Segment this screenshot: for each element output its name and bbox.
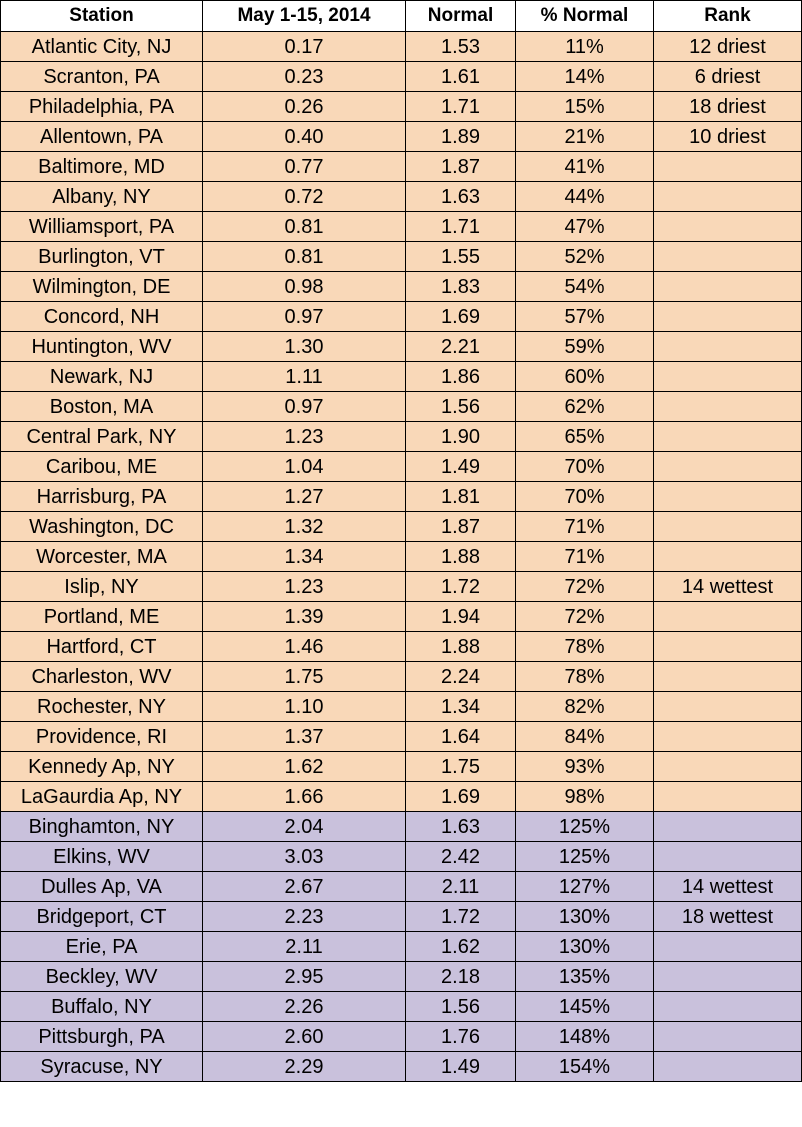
cell-station: Pittsburgh, PA <box>1 1022 203 1052</box>
cell-pct-normal: 72% <box>516 602 654 632</box>
table-row <box>1 722 802 752</box>
cell-rank <box>654 152 802 182</box>
cell-normal: 1.90 <box>406 422 516 452</box>
table-row <box>1 632 802 662</box>
cell-period-amount: 1.34 <box>203 542 406 572</box>
cell-rank <box>654 1022 802 1052</box>
cell-rank <box>654 542 802 572</box>
header-pct-normal: % Normal <box>516 1 654 32</box>
cell-pct-normal: 72% <box>516 572 654 602</box>
cell-rank <box>654 602 802 632</box>
cell-normal: 1.71 <box>406 212 516 242</box>
cell-period-amount: 2.11 <box>203 932 406 962</box>
table-row <box>1 182 802 212</box>
header-station: Station <box>1 1 203 32</box>
cell-period-amount: 0.17 <box>203 32 406 62</box>
cell-period-amount: 1.37 <box>203 722 406 752</box>
cell-station: Washington, DC <box>1 512 203 542</box>
cell-period-amount: 1.11 <box>203 362 406 392</box>
table-row <box>1 992 802 1022</box>
cell-period-amount: 1.66 <box>203 782 406 812</box>
cell-normal: 1.56 <box>406 392 516 422</box>
cell-pct-normal: 84% <box>516 722 654 752</box>
table-row <box>1 572 802 602</box>
table-row <box>1 932 802 962</box>
cell-rank <box>654 302 802 332</box>
cell-period-amount: 0.23 <box>203 62 406 92</box>
cell-period-amount: 1.23 <box>203 422 406 452</box>
cell-station: Burlington, VT <box>1 242 203 272</box>
cell-station: Kennedy Ap, NY <box>1 752 203 782</box>
table-row <box>1 332 802 362</box>
cell-normal: 1.53 <box>406 32 516 62</box>
cell-rank <box>654 212 802 242</box>
cell-period-amount: 2.23 <box>203 902 406 932</box>
cell-pct-normal: 21% <box>516 122 654 152</box>
table-row <box>1 302 802 332</box>
cell-period-amount: 2.04 <box>203 812 406 842</box>
cell-pct-normal: 62% <box>516 392 654 422</box>
cell-pct-normal: 78% <box>516 662 654 692</box>
table-row <box>1 752 802 782</box>
table-row <box>1 662 802 692</box>
cell-station: Dulles Ap, VA <box>1 872 203 902</box>
table-row <box>1 902 802 932</box>
cell-normal: 1.83 <box>406 272 516 302</box>
table-row <box>1 362 802 392</box>
cell-station: Boston, MA <box>1 392 203 422</box>
table-row <box>1 122 802 152</box>
cell-station: Central Park, NY <box>1 422 203 452</box>
cell-rank <box>654 362 802 392</box>
cell-pct-normal: 82% <box>516 692 654 722</box>
cell-rank <box>654 782 802 812</box>
cell-station: Elkins, WV <box>1 842 203 872</box>
cell-pct-normal: 11% <box>516 32 654 62</box>
cell-period-amount: 0.72 <box>203 182 406 212</box>
cell-normal: 1.76 <box>406 1022 516 1052</box>
table-row <box>1 452 802 482</box>
table-row <box>1 1022 802 1052</box>
cell-pct-normal: 65% <box>516 422 654 452</box>
cell-normal: 1.55 <box>406 242 516 272</box>
cell-station: Wilmington, DE <box>1 272 203 302</box>
cell-normal: 1.69 <box>406 782 516 812</box>
table-row <box>1 212 802 242</box>
cell-rank <box>654 932 802 962</box>
cell-rank <box>654 752 802 782</box>
cell-station: Harrisburg, PA <box>1 482 203 512</box>
cell-station: Concord, NH <box>1 302 203 332</box>
cell-period-amount: 0.97 <box>203 302 406 332</box>
cell-pct-normal: 52% <box>516 242 654 272</box>
cell-rank <box>654 692 802 722</box>
cell-pct-normal: 47% <box>516 212 654 242</box>
cell-pct-normal: 71% <box>516 512 654 542</box>
table-row <box>1 242 802 272</box>
cell-station: Atlantic City, NJ <box>1 32 203 62</box>
cell-period-amount: 2.60 <box>203 1022 406 1052</box>
cell-station: LaGaurdia Ap, NY <box>1 782 203 812</box>
cell-station: Worcester, MA <box>1 542 203 572</box>
cell-period-amount: 1.32 <box>203 512 406 542</box>
cell-pct-normal: 57% <box>516 302 654 332</box>
cell-normal: 1.88 <box>406 632 516 662</box>
cell-period-amount: 1.46 <box>203 632 406 662</box>
cell-period-amount: 1.39 <box>203 602 406 632</box>
cell-pct-normal: 154% <box>516 1052 654 1082</box>
cell-pct-normal: 130% <box>516 902 654 932</box>
cell-period-amount: 1.04 <box>203 452 406 482</box>
cell-normal: 1.49 <box>406 1052 516 1082</box>
cell-station: Newark, NJ <box>1 362 203 392</box>
cell-rank <box>654 182 802 212</box>
cell-normal: 1.56 <box>406 992 516 1022</box>
cell-normal: 1.63 <box>406 182 516 212</box>
cell-pct-normal: 60% <box>516 362 654 392</box>
cell-rank <box>654 482 802 512</box>
cell-rank: 14 wettest <box>654 572 802 602</box>
cell-pct-normal: 135% <box>516 962 654 992</box>
cell-normal: 1.87 <box>406 152 516 182</box>
cell-station: Islip, NY <box>1 572 203 602</box>
cell-pct-normal: 127% <box>516 872 654 902</box>
cell-period-amount: 1.27 <box>203 482 406 512</box>
cell-normal: 1.71 <box>406 92 516 122</box>
cell-period-amount: 2.26 <box>203 992 406 1022</box>
cell-normal: 1.72 <box>406 572 516 602</box>
table-row <box>1 602 802 632</box>
table-row <box>1 842 802 872</box>
cell-rank <box>654 332 802 362</box>
cell-rank <box>654 662 802 692</box>
cell-normal: 1.87 <box>406 512 516 542</box>
cell-rank: 6 driest <box>654 62 802 92</box>
cell-rank <box>654 842 802 872</box>
table-body <box>1 32 802 1082</box>
cell-station: Rochester, NY <box>1 692 203 722</box>
cell-pct-normal: 14% <box>516 62 654 92</box>
cell-pct-normal: 41% <box>516 152 654 182</box>
cell-period-amount: 1.23 <box>203 572 406 602</box>
table-row <box>1 152 802 182</box>
table-row <box>1 272 802 302</box>
cell-period-amount: 0.98 <box>203 272 406 302</box>
cell-rank: 12 driest <box>654 32 802 62</box>
cell-station: Hartford, CT <box>1 632 203 662</box>
cell-normal: 1.88 <box>406 542 516 572</box>
cell-rank <box>654 722 802 752</box>
cell-pct-normal: 98% <box>516 782 654 812</box>
cell-normal: 1.62 <box>406 932 516 962</box>
cell-period-amount: 2.95 <box>203 962 406 992</box>
cell-pct-normal: 145% <box>516 992 654 1022</box>
table-row <box>1 692 802 722</box>
table-row <box>1 392 802 422</box>
cell-period-amount: 1.10 <box>203 692 406 722</box>
cell-normal: 1.63 <box>406 812 516 842</box>
cell-rank <box>654 512 802 542</box>
cell-period-amount: 0.97 <box>203 392 406 422</box>
cell-station: Beckley, WV <box>1 962 203 992</box>
cell-pct-normal: 59% <box>516 332 654 362</box>
cell-station: Buffalo, NY <box>1 992 203 1022</box>
table-row <box>1 812 802 842</box>
cell-pct-normal: 44% <box>516 182 654 212</box>
cell-rank <box>654 392 802 422</box>
cell-rank: 18 wettest <box>654 902 802 932</box>
cell-rank <box>654 812 802 842</box>
cell-rank <box>654 242 802 272</box>
cell-pct-normal: 15% <box>516 92 654 122</box>
cell-pct-normal: 130% <box>516 932 654 962</box>
header-row <box>1 1 802 32</box>
cell-pct-normal: 70% <box>516 452 654 482</box>
cell-normal: 1.69 <box>406 302 516 332</box>
cell-station: Charleston, WV <box>1 662 203 692</box>
cell-pct-normal: 125% <box>516 812 654 842</box>
table-header <box>1 1 802 32</box>
cell-station: Williamsport, PA <box>1 212 203 242</box>
cell-station: Baltimore, MD <box>1 152 203 182</box>
cell-normal: 2.11 <box>406 872 516 902</box>
table-row <box>1 422 802 452</box>
cell-period-amount: 0.81 <box>203 212 406 242</box>
cell-rank <box>654 422 802 452</box>
cell-normal: 1.89 <box>406 122 516 152</box>
table-row <box>1 542 802 572</box>
cell-station: Caribou, ME <box>1 452 203 482</box>
cell-station: Philadelphia, PA <box>1 92 203 122</box>
cell-pct-normal: 93% <box>516 752 654 782</box>
cell-normal: 2.24 <box>406 662 516 692</box>
cell-station: Binghamton, NY <box>1 812 203 842</box>
cell-period-amount: 0.81 <box>203 242 406 272</box>
cell-station: Portland, ME <box>1 602 203 632</box>
cell-period-amount: 1.30 <box>203 332 406 362</box>
cell-pct-normal: 71% <box>516 542 654 572</box>
cell-rank: 14 wettest <box>654 872 802 902</box>
cell-station: Syracuse, NY <box>1 1052 203 1082</box>
cell-normal: 1.75 <box>406 752 516 782</box>
cell-rank: 18 driest <box>654 92 802 122</box>
cell-rank: 10 driest <box>654 122 802 152</box>
table-row <box>1 32 802 62</box>
cell-normal: 1.81 <box>406 482 516 512</box>
table-row <box>1 92 802 122</box>
cell-normal: 2.18 <box>406 962 516 992</box>
cell-station: Providence, RI <box>1 722 203 752</box>
cell-pct-normal: 78% <box>516 632 654 662</box>
cell-station: Bridgeport, CT <box>1 902 203 932</box>
cell-period-amount: 0.77 <box>203 152 406 182</box>
cell-pct-normal: 148% <box>516 1022 654 1052</box>
cell-normal: 1.49 <box>406 452 516 482</box>
cell-station: Huntington, WV <box>1 332 203 362</box>
cell-normal: 1.86 <box>406 362 516 392</box>
header-normal: Normal <box>406 1 516 32</box>
table-row <box>1 782 802 812</box>
cell-station: Albany, NY <box>1 182 203 212</box>
cell-normal: 2.21 <box>406 332 516 362</box>
cell-pct-normal: 54% <box>516 272 654 302</box>
cell-station: Scranton, PA <box>1 62 203 92</box>
cell-period-amount: 0.40 <box>203 122 406 152</box>
cell-rank <box>654 452 802 482</box>
cell-period-amount: 2.67 <box>203 872 406 902</box>
cell-pct-normal: 125% <box>516 842 654 872</box>
cell-normal: 1.72 <box>406 902 516 932</box>
cell-period-amount: 3.03 <box>203 842 406 872</box>
cell-normal: 1.94 <box>406 602 516 632</box>
table-row <box>1 1052 802 1082</box>
cell-period-amount: 0.26 <box>203 92 406 122</box>
cell-period-amount: 2.29 <box>203 1052 406 1082</box>
cell-rank <box>654 272 802 302</box>
cell-rank <box>654 992 802 1022</box>
header-period: May 1-15, 2014 <box>203 1 406 32</box>
cell-rank <box>654 1052 802 1082</box>
table-row <box>1 872 802 902</box>
cell-period-amount: 1.62 <box>203 752 406 782</box>
cell-rank <box>654 962 802 992</box>
cell-rank <box>654 632 802 662</box>
cell-normal: 1.61 <box>406 62 516 92</box>
table-row <box>1 512 802 542</box>
table-row <box>1 482 802 512</box>
cell-normal: 1.64 <box>406 722 516 752</box>
cell-pct-normal: 70% <box>516 482 654 512</box>
table-row <box>1 62 802 92</box>
cell-station: Allentown, PA <box>1 122 203 152</box>
cell-normal: 2.42 <box>406 842 516 872</box>
cell-station: Erie, PA <box>1 932 203 962</box>
cell-normal: 1.34 <box>406 692 516 722</box>
table-row <box>1 962 802 992</box>
cell-period-amount: 1.75 <box>203 662 406 692</box>
header-rank: Rank <box>654 1 802 32</box>
